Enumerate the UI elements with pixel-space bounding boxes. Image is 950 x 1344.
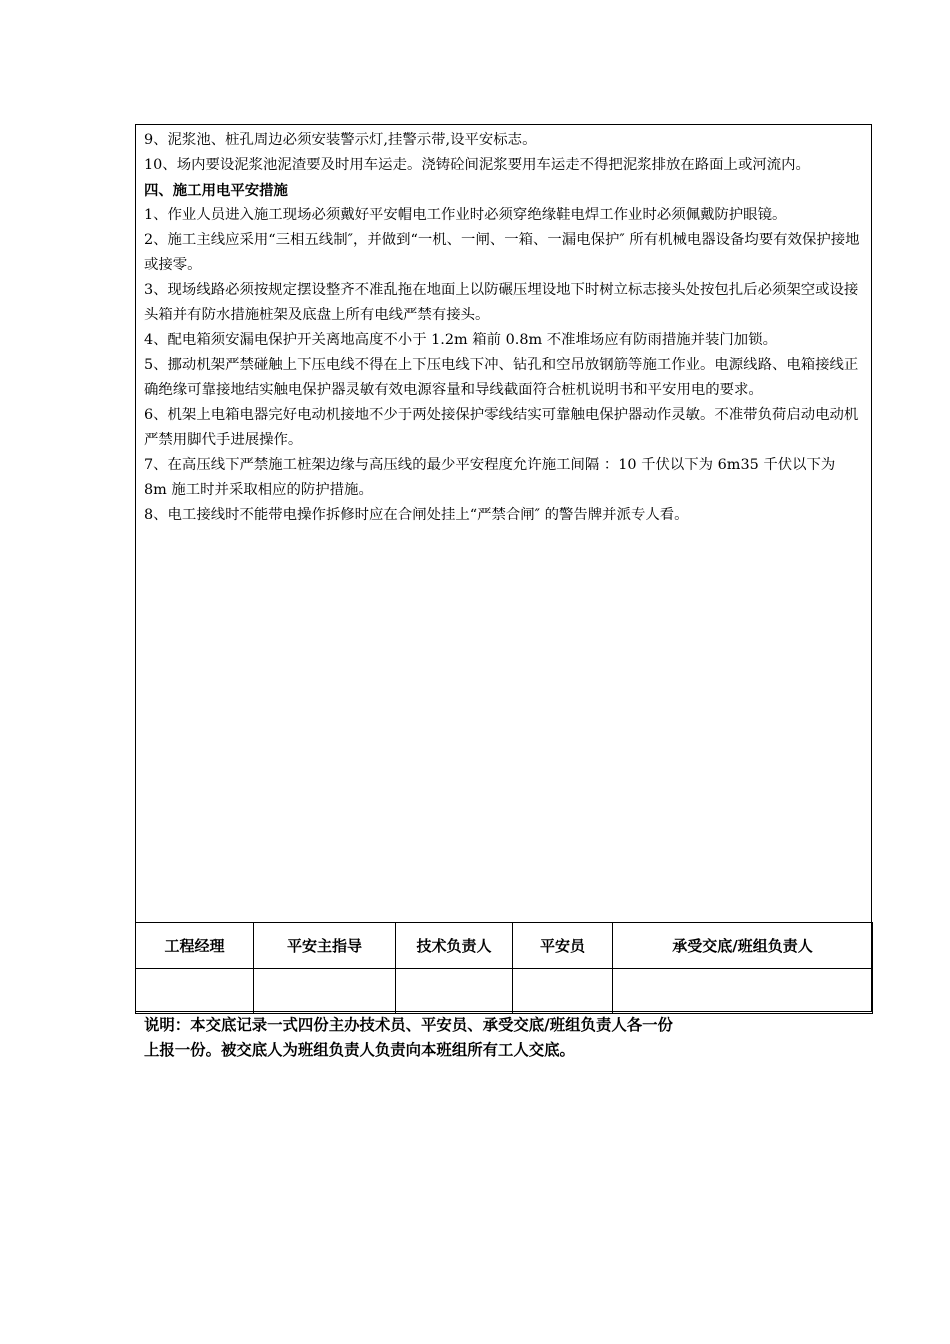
paragraph-item-6: 6、机架上电箱电器完好电动机接地不少于两处接保护零线结实可靠触电保护器动作灵敏。不准带负荷启动电动机严禁用脚代手进展操作。 bbox=[144, 407, 859, 448]
note-line-2: 上报一份。被交底人为班组负责人负责向本班组所有工人交底。 bbox=[144, 1041, 575, 1059]
paragraph-item-3: 3、现场线路必须按规定摆设整齐不准乱拖在地面上以防碾压埋设地下时树立标志接头处按包扎后必须架空或设接头箱并有防水措施桩架及底盘上所有电线严禁有接头。 bbox=[144, 282, 859, 323]
signature-cell-team-leader bbox=[613, 969, 873, 1014]
paragraph-item-5: 5、挪动机架严禁碰触上下压电线不得在上下压电线下冲、钻孔和空吊放钢筋等施工作业。电源线路、电箱接线正确绝缘可靠接地结实触电保护器灵敏有效电源容量和导线截面符合桩机说明书和平安用电的要求。 bbox=[144, 357, 859, 398]
note-line-1: 说明：本交底记录一式四份主办技术员、平安员、承受交底/班组负责人各一份 bbox=[144, 1016, 673, 1034]
header-safety-officer: 平安员 bbox=[513, 923, 613, 969]
signature-blank-row bbox=[136, 969, 873, 1014]
signature-cell-safety-supervisor bbox=[254, 969, 396, 1014]
header-team-leader: 承受交底/班组负责人 bbox=[613, 923, 873, 969]
paragraph-item-2: 2、施工主线应采用“三相五线制″，并做到“一机、一闸、一箱、一漏电保护″ 所有机械电器设备均要有效保护接地或接零。 bbox=[144, 232, 860, 273]
document-frame bbox=[135, 124, 872, 1012]
signature-header-row bbox=[136, 923, 873, 969]
signature-table bbox=[135, 922, 873, 1014]
paragraph-item-7: 7、在高压线下严禁施工桩架边缘与高压线的最少平安程度允许施工间隔 ：10 千伏以下为 6m35 千伏以下为 8m 施工时并采取相应的防护措施。 bbox=[144, 457, 836, 498]
header-project-manager: 工程经理 bbox=[136, 923, 254, 969]
signature-cell-project-manager bbox=[136, 969, 254, 1014]
section-heading-electrical-safety: 四、施工用电平安措施 bbox=[144, 182, 288, 199]
paragraph-item-10: 10、场内要设泥浆池泥渣要及时用车运走。浇铸砼间泥浆要用车运走不得把泥浆排放在路面上或河流内。 bbox=[144, 157, 810, 173]
paragraph-item-9: 9、泥浆池、桩孔周边必须安装警示灯,挂警示带,设平安标志。 bbox=[144, 132, 537, 148]
signature-cell-technical-lead bbox=[396, 969, 513, 1014]
explanatory-note bbox=[144, 1013, 844, 1063]
signature-cell-safety-officer bbox=[513, 969, 613, 1014]
paragraph-item-4: 4、配电箱须安漏电保护开关离地高度不小于 1.2m 箱前 0.8m 不准堆场应有防雨措施并装门加锁。 bbox=[144, 332, 777, 348]
paragraph-item-8: 8、电工接线时不能带电操作拆修时应在合闸处挂上“严禁合闸″ 的警告牌并派专人看。 bbox=[144, 507, 689, 523]
paragraph-item-1: 1、作业人员进入施工现场必须戴好平安帽电工作业时必须穿绝缘鞋电焊工作业时必须佩戴防护眼镜。 bbox=[144, 207, 787, 223]
header-safety-supervisor: 平安主指导 bbox=[254, 923, 396, 969]
header-technical-lead: 技术负责人 bbox=[396, 923, 513, 969]
document-content bbox=[144, 128, 861, 923]
